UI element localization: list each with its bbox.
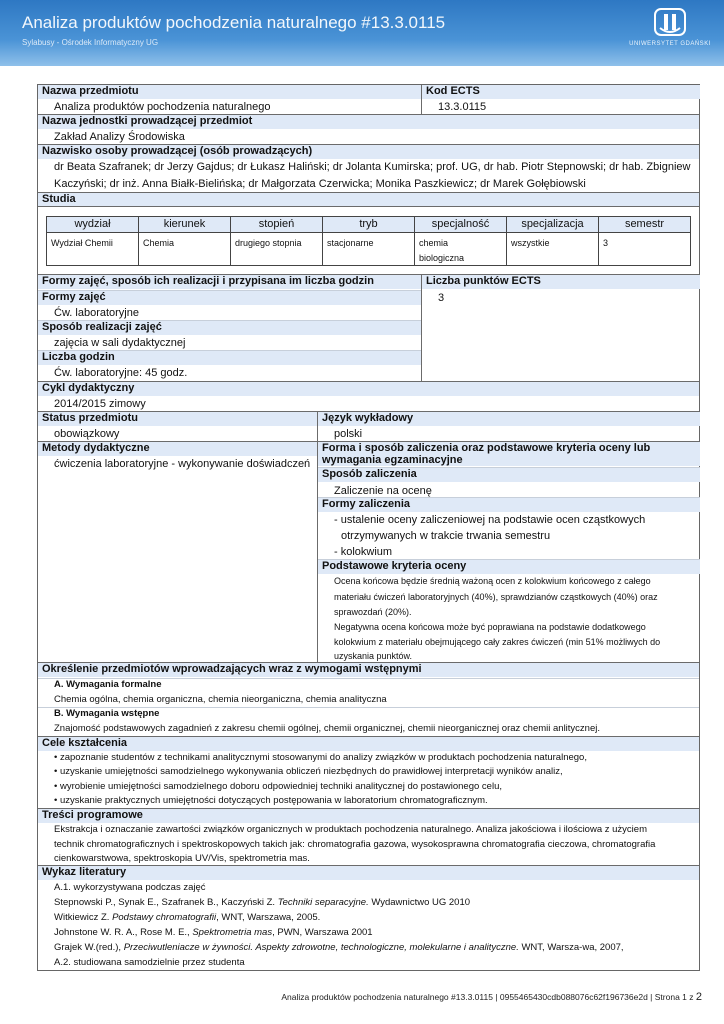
ref-title: Spektrometria mas	[192, 927, 273, 938]
hours-label: Liczba godzin	[42, 351, 115, 363]
ref-authors: Grajek W.(red.),	[54, 942, 124, 953]
content-line: Ekstrakcja i oznaczanie zawartości związków organicznych w produktach pochodzenia naturalnego. Analiza jakościowa i ilościowa z użyciem	[54, 824, 647, 835]
delivery-method-value: zajęcia w sali dydaktycznej	[54, 337, 186, 349]
content-line: cienkowarstwowa, spektroskopia UV/Vis, spektrometria mas.	[54, 853, 310, 864]
leaders-line-1: dr Beata Szafranek; dr Jerzy Gajdus; dr Łukasz Haliński; dr Jolanta Kumirska; prof. UG, dr hab. Piotr Stepnowski; dr hab. Zbigniew	[54, 161, 691, 173]
footer-text: Analiza produktów pochodzenia naturalnego #13.3.0115 | 0955465430cdb088076c62f196736e2d | Strona 1 z	[281, 992, 694, 1002]
studies-data-cell: Wydział Chemii	[51, 238, 113, 248]
language-value: polski	[334, 428, 363, 440]
assessment-label-line-2: wymagania egzaminacyjne	[322, 454, 463, 466]
literature-ref	[54, 897, 470, 908]
assessment-method-label: Sposób zaliczenia	[322, 468, 417, 480]
studies-header-cell: semestr	[624, 218, 665, 230]
criteria-label: Podstawowe kryteria oceny	[322, 560, 467, 572]
assessment-form-item: - kolokwium	[334, 546, 393, 558]
studies-header-cell: stopień	[258, 218, 295, 230]
studia-label: Studia	[42, 193, 76, 205]
university-logo-icon	[651, 6, 689, 38]
university-logo	[628, 6, 712, 56]
studies-header-cell: kierunek	[163, 218, 206, 230]
literature-ref	[54, 942, 624, 953]
studies-data-cell: stacjonarne	[327, 238, 374, 248]
initial-requirements-label: B. Wymagania wstępne	[54, 708, 160, 719]
studies-header-cell: specjalność	[431, 218, 490, 230]
leaders-label: Nazwisko osoby prowadzącej (osób prowadzących)	[42, 145, 313, 157]
studies-data-cell: chemia biologiczna	[419, 238, 465, 263]
literature-a2-label: A.2. studiowana samodzielnie przez studenta	[54, 957, 245, 968]
criteria-line: kolokwium z materiału obejmującego cały zakres ćwiczeń (min 51% możliwych do	[334, 637, 661, 647]
language-label: Język wykładowy	[322, 412, 414, 424]
ref-publisher: , WNT, Warszawa, 2005.	[216, 912, 321, 923]
criteria-line: Ocena końcowa będzie średnią ważoną ocen z kolokwium końcowego z całego	[334, 576, 651, 586]
goals-label: Cele kształcenia	[42, 737, 127, 749]
goal-item: • zapoznanie studentów z technikami analitycznymi stosowanymi do analizy związków w produktach pochodzenia naturalnego,	[54, 752, 587, 763]
assessment-method-value: Zaliczenie na ocenę	[334, 485, 432, 497]
ref-publisher: WNT, Warsza-wa, 2007,	[518, 942, 624, 953]
ref-publisher: , PWN, Warszawa 2001	[272, 927, 373, 938]
delivery-method-label: Sposób realizacji zajęć	[42, 321, 162, 333]
ref-title: Podstawy chromatografii	[112, 912, 217, 923]
studies-table	[46, 216, 691, 266]
ref-authors: Stepnowski P., Synak E., Szafranek B., Kaczyński Z.	[54, 897, 278, 908]
leaders-line-2: Kaczyński; dr inż. Anna Białk-Bielińska; dr Małgorzata Czerwicka; Monika Paszkiewicz; dr Marek Gołębiowski	[54, 178, 586, 190]
cycle-label: Cykl dydaktyczny	[42, 382, 135, 394]
status-value: obowiązkowy	[54, 428, 120, 440]
methods-label: Metody dydaktyczne	[42, 442, 150, 454]
ref-title: Techniki separacyjne.	[277, 897, 369, 908]
assessment-form-item-line-2: otrzymywanych w trakcie trwania semestru	[341, 530, 551, 542]
literature-ref	[54, 912, 320, 923]
ref-title: Przeciwutleniacze w żywności. Aspekty zdrowotne, technologiczne, molekularne i analityczne.	[123, 942, 519, 953]
forms-section-label: Formy zajęć, sposób ich realizacji i przypisana im liczba godzin	[42, 275, 374, 287]
ref-publisher: Wydawnictwo UG 2010	[368, 897, 471, 908]
ects-code-label: Kod ECTS	[426, 85, 480, 97]
initial-requirements-value: Znajomość podstawowych zagadnień z zakresu chemii ogólnej, chemii organicznej, chemii nieorganicznej oraz chemii anlitycznej.	[54, 723, 600, 734]
studies-header-cell: tryb	[359, 218, 378, 230]
logo-text: UNIWERSYTET GDAŃSKI	[629, 41, 711, 47]
assessment-forms-label: Formy zaliczenia	[322, 498, 411, 510]
page-title: Analiza produktów pochodzenia naturalnego #13.3.0115	[22, 13, 446, 32]
assessment-form-item-2: kolokwium	[340, 546, 393, 558]
formal-requirements-value: Chemia ogólna, chemia organiczna, chemia nieorganiczna, chemia analityczna	[54, 694, 387, 705]
studies-data-cell: Chemia	[143, 238, 175, 248]
class-types-label: Formy zajęć	[42, 291, 106, 303]
class-types-value: Ćw. laboratoryjne	[54, 307, 139, 319]
goal-item: • uzyskanie praktycznych umiejętności dotyczących postępowania w laboratorium chromatograficznym.	[54, 795, 488, 806]
unit-value: Zakład Analizy Środowiska	[54, 131, 185, 143]
page-footer	[281, 991, 702, 1003]
hours-value: Ćw. laboratoryjne: 45 godz.	[54, 367, 188, 379]
ref-authors: Witkiewicz Z.	[54, 912, 113, 923]
ref-authors: Johnstone W. R. A., Rose M. E.,	[54, 927, 193, 938]
studies-header-cell: wydział	[74, 218, 111, 230]
formal-requirements-label: A. Wymagania formalne	[54, 679, 162, 690]
studies-data-cell: 3	[603, 238, 609, 248]
ects-points: 3	[438, 292, 445, 304]
literature-ref	[54, 927, 373, 938]
status-label: Status przedmiotu	[42, 412, 138, 424]
studies-data-cell: wszystkie	[511, 238, 550, 248]
goal-item: • uzyskanie umiejętności samodzielnego wykonywania obliczeń niezbędnych do prawidłowej interpretacji wyników analiz,	[54, 766, 563, 777]
page-subtitle: Sylabusy - Ośrodek Informatyczny UG	[22, 38, 159, 47]
content-label: Treści programowe	[42, 809, 143, 821]
studies-data-cell: drugiego stopnia	[235, 238, 302, 248]
cycle-value: 2014/2015 zimowy	[54, 398, 146, 410]
assessment-form-item-line-1: ustalenie oceny zaliczeniowej na podstawie ocen cząstkowych	[340, 514, 646, 526]
criteria-line: materiału ćwiczeń laboratoryjnych (40%), sprawdzianów cząstkowych (40%) oraz	[334, 592, 658, 602]
methods-value: ćwiczenia laboratoryjne - wykonywanie doświadczeń	[54, 458, 311, 470]
criteria-line: Negatywna ocena końcowa może być poprawiana na podstawie dodatkowego	[334, 622, 646, 632]
assessment-form-item: - ustalenie oceny zaliczeniowej na podstawie ocen cząstkowych	[334, 514, 646, 526]
criteria-line: sprawozdań (20%).	[334, 607, 412, 617]
course-name-label: Nazwa przedmiotu	[42, 85, 139, 97]
assessment-label-line-1: Forma i sposób zaliczenia oraz podstawowe kryteria oceny lub	[322, 442, 651, 454]
studies-header-cell: specjalizacja	[521, 218, 584, 230]
page-header	[0, 0, 724, 66]
goal-item: • wyrobienie umiejętności samodzielnego doboru odpowiedniej techniki analitycznej do postawionego celu,	[54, 781, 502, 792]
unit-label: Nazwa jednostki prowadzącej przedmiot	[42, 115, 253, 127]
criteria-line: uzyskania punktów.	[334, 651, 413, 661]
literature-label: Wykaz literatury	[42, 866, 127, 878]
content-line: technik chromatograficznych i spektroskopowych takich jak: chromatografia gazowa, wysokosprawna chromatografia cieczowa, chromatografia	[54, 839, 656, 850]
page-total: 2	[695, 991, 702, 1003]
ects-points-label: Liczba punktów ECTS	[426, 275, 541, 287]
course-name: Analiza produktów pochodzenia naturalnego	[54, 101, 271, 113]
prerequisites-label: Określenie przedmiotów wprowadzających wraz z wymogami wstępnymi	[42, 663, 422, 675]
literature-a1-label: A.1. wykorzystywana podczas zajęć	[54, 882, 206, 893]
ects-code: 13.3.0115	[438, 101, 487, 113]
